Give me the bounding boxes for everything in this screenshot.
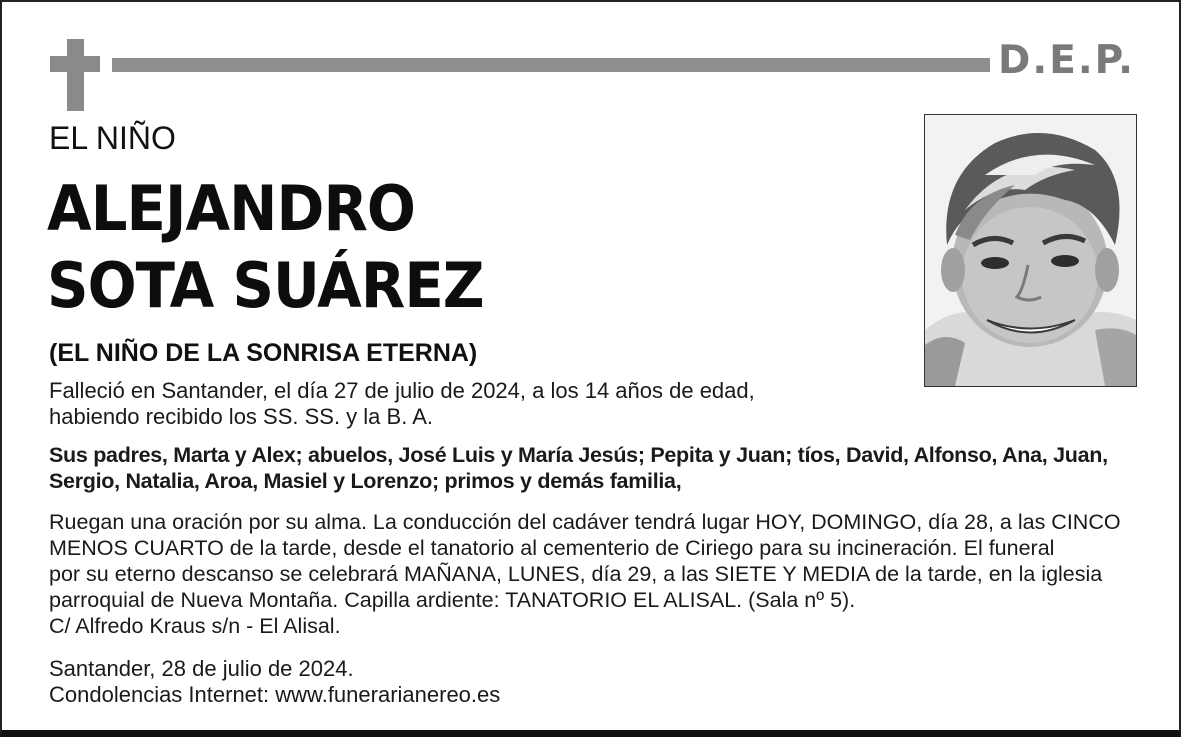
condolences-line: Condolencias Internet: www.funerarianereo.es bbox=[49, 682, 501, 707]
family-line: Sus padres, Marta y Alex; abuelos, José Luis y María Jesús; Pepita y Juan; tíos, David, Alfonso, Ana, Juan, bbox=[49, 443, 1108, 467]
death-line: Falleció en Santander, el día 27 de julio de 2024, a los 14 años de edad, bbox=[49, 378, 755, 403]
service-details bbox=[49, 509, 1121, 639]
date-line: Santander, 28 de julio de 2024. bbox=[49, 656, 354, 681]
service-line: Ruegan una oración por su alma. La conducción del cadáver tendrá lugar HOY, DOMINGO, día 28, a las CINCO bbox=[49, 510, 1121, 534]
family-list bbox=[49, 442, 1108, 494]
nickname: (EL NIÑO DE LA SONRISA ETERNA) bbox=[49, 339, 478, 367]
deceased-first-name: ALEJANDRO bbox=[47, 172, 416, 245]
service-line: MENOS CUARTO de la tarde, desde el tanatorio al cementerio de Ciriego para su incineración. El funeral bbox=[49, 536, 1055, 560]
cross-icon bbox=[67, 39, 84, 111]
cross-icon-bar bbox=[50, 56, 100, 72]
header-rule bbox=[112, 58, 990, 72]
death-details bbox=[49, 378, 755, 430]
deceased-surname: SOTA SUÁREZ bbox=[47, 249, 484, 322]
intro-label: EL NIÑO bbox=[49, 120, 176, 156]
death-line: habiendo recibido los SS. SS. y la B. A. bbox=[49, 404, 434, 429]
service-line: parroquial de Nueva Montaña. Capilla ardiente: TANATORIO EL ALISAL. (Sala nº 5). bbox=[49, 588, 856, 612]
portrait-photo bbox=[924, 114, 1137, 387]
footer bbox=[49, 656, 500, 708]
service-line: por su eterno descanso se celebrará MAÑANA, LUNES, día 29, a las SIETE Y MEDIA de la tarde, en la iglesia bbox=[49, 562, 1103, 586]
service-line: C/ Alfredo Kraus s/n - El Alisal. bbox=[49, 614, 341, 638]
family-line: Sergio, Natalia, Aroa, Masiel y Lorenzo; primos y demás familia, bbox=[49, 469, 682, 493]
dep-label: D.E.P. bbox=[998, 38, 1135, 83]
